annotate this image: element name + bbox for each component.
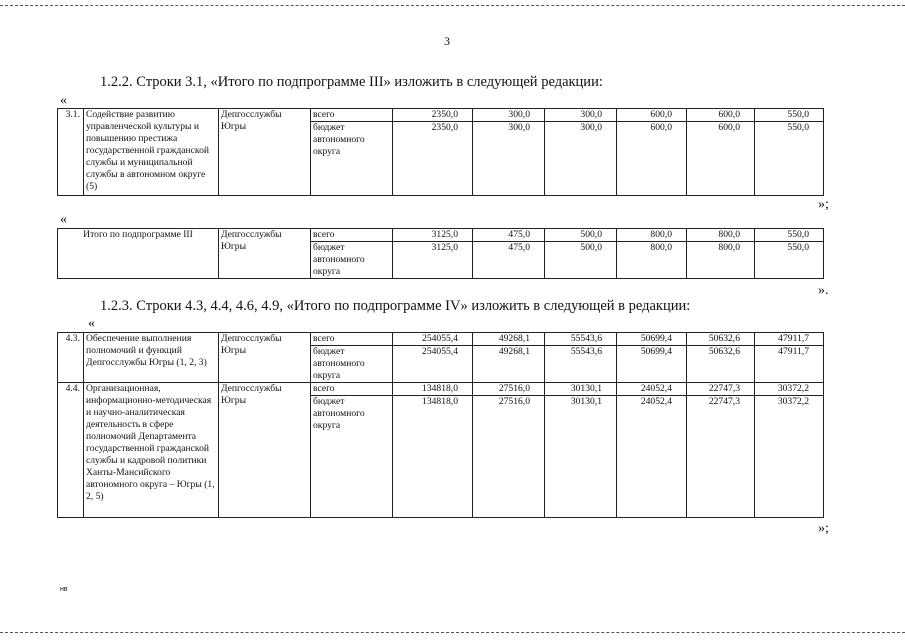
value-cell: 50632,6 bbox=[687, 333, 755, 346]
value-cell: 2350,0 bbox=[393, 122, 473, 196]
value-cell: 24052,4 bbox=[617, 396, 687, 518]
value-cell: 550,0 bbox=[755, 122, 824, 196]
value-cell: 300,0 bbox=[473, 109, 545, 122]
table-row bbox=[58, 383, 824, 396]
open-quote-2: « bbox=[60, 212, 67, 227]
value-cell: 30130,1 bbox=[545, 383, 617, 396]
value-cell: 800,0 bbox=[687, 229, 755, 242]
value-cell: 30372,2 bbox=[755, 383, 824, 396]
row-executor: Депгосслужбы Югры bbox=[219, 229, 311, 279]
value-cell: 800,0 bbox=[617, 229, 687, 242]
row-name: Организационная, информационно-методическая и научно-аналитическая деятельность в сфере полномочий Департамента государственной гражданской службы и кадровой политики Ханты-Мансийского автономного округа – Югры (1, 2, 5) bbox=[84, 383, 219, 518]
value-cell: 50699,4 bbox=[617, 346, 687, 383]
table-total-subprogram-3 bbox=[57, 228, 824, 279]
value-cell: 475,0 bbox=[473, 229, 545, 242]
value-cell: 27516,0 bbox=[473, 396, 545, 518]
value-cell: 300,0 bbox=[545, 122, 617, 196]
value-cell: 550,0 bbox=[755, 242, 824, 279]
row-executor: Депгосслужбы Югры bbox=[219, 333, 311, 383]
value-cell: 500,0 bbox=[545, 242, 617, 279]
page-number: 3 bbox=[444, 34, 450, 48]
open-quote-1: « bbox=[60, 93, 67, 108]
heading-1-2-3: 1.2.3. Строки 4.3, 4.4, 4.6, 4.9, «Итого по подпрограмме IV» изложить в следующей в редакции: bbox=[100, 298, 691, 314]
value-cell: 300,0 bbox=[473, 122, 545, 196]
row-name: Содействие развитию управленческой культуры и повышению престижа государственной гражданской службы и муниципальной службы в автономном округе (5) bbox=[84, 109, 219, 196]
value-cell: 600,0 bbox=[687, 122, 755, 196]
open-quote-3: « bbox=[88, 316, 95, 331]
value-cell: 47911,7 bbox=[755, 333, 824, 346]
source-cell: всего bbox=[311, 229, 393, 242]
value-cell: 600,0 bbox=[687, 109, 755, 122]
value-cell: 134818,0 bbox=[393, 396, 473, 518]
close-quote-1: »; bbox=[818, 197, 829, 212]
value-cell: 50699,4 bbox=[617, 333, 687, 346]
value-cell: 22747,3 bbox=[687, 396, 755, 518]
source-cell: всего bbox=[311, 333, 393, 346]
table-row-3-1 bbox=[57, 108, 824, 196]
value-cell: 800,0 bbox=[687, 242, 755, 279]
close-quote-2: ». bbox=[818, 283, 829, 298]
value-cell: 55543,6 bbox=[545, 346, 617, 383]
value-cell: 2350,0 bbox=[393, 109, 473, 122]
value-cell: 800,0 bbox=[617, 242, 687, 279]
value-cell: 49268,1 bbox=[473, 346, 545, 383]
row-name: Обеспечение выполнения полномочий и функций Депгосслужбы Югры (1, 2, 3) bbox=[84, 333, 219, 383]
value-cell: 254055,4 bbox=[393, 333, 473, 346]
table-row bbox=[58, 333, 824, 346]
value-cell: 475,0 bbox=[473, 242, 545, 279]
row-executor: Депгосслужбы Югры bbox=[219, 109, 311, 196]
value-cell: 30130,1 bbox=[545, 396, 617, 518]
row-number: 3.1. bbox=[58, 109, 84, 196]
value-cell: 600,0 bbox=[617, 122, 687, 196]
value-cell: 600,0 bbox=[617, 109, 687, 122]
value-cell: 500,0 bbox=[545, 229, 617, 242]
value-cell: 3125,0 bbox=[393, 229, 473, 242]
close-quote-3: »; bbox=[818, 521, 829, 536]
value-cell: 47911,7 bbox=[755, 346, 824, 383]
footer-mark: нв bbox=[60, 586, 68, 593]
row-number: 4.4. bbox=[58, 383, 84, 518]
value-cell: 50632,6 bbox=[687, 346, 755, 383]
table-row bbox=[58, 109, 824, 122]
value-cell: 300,0 bbox=[545, 109, 617, 122]
row-number: 4.3. bbox=[58, 333, 84, 383]
source-cell: бюджет автономного округа bbox=[311, 242, 393, 279]
value-cell: 3125,0 bbox=[393, 242, 473, 279]
source-cell: бюджет автономного округа bbox=[311, 122, 393, 196]
heading-1-2-2: 1.2.2. Строки 3.1, «Итого по подпрограмме III» изложить в следующей редакции: bbox=[100, 74, 603, 90]
value-cell: 22747,3 bbox=[687, 383, 755, 396]
source-cell: всего bbox=[311, 109, 393, 122]
total-name: Итого по подпрограмме III bbox=[58, 229, 219, 279]
value-cell: 27516,0 bbox=[473, 383, 545, 396]
source-cell: бюджет автономного округа bbox=[311, 346, 393, 383]
value-cell: 550,0 bbox=[755, 109, 824, 122]
table-row bbox=[58, 229, 824, 242]
row-executor: Депгосслужбы Югры bbox=[219, 383, 311, 518]
table-rows-4 bbox=[57, 332, 824, 518]
value-cell: 24052,4 bbox=[617, 383, 687, 396]
value-cell: 134818,0 bbox=[393, 383, 473, 396]
value-cell: 254055,4 bbox=[393, 346, 473, 383]
value-cell: 550,0 bbox=[755, 229, 824, 242]
value-cell: 30372,2 bbox=[755, 396, 824, 518]
source-cell: бюджет автономного округа bbox=[311, 396, 393, 518]
source-cell: всего bbox=[311, 383, 393, 396]
bottom-scan-rule bbox=[0, 632, 905, 633]
top-scan-rule bbox=[0, 5, 905, 6]
value-cell: 55543,6 bbox=[545, 333, 617, 346]
value-cell: 49268,1 bbox=[473, 333, 545, 346]
